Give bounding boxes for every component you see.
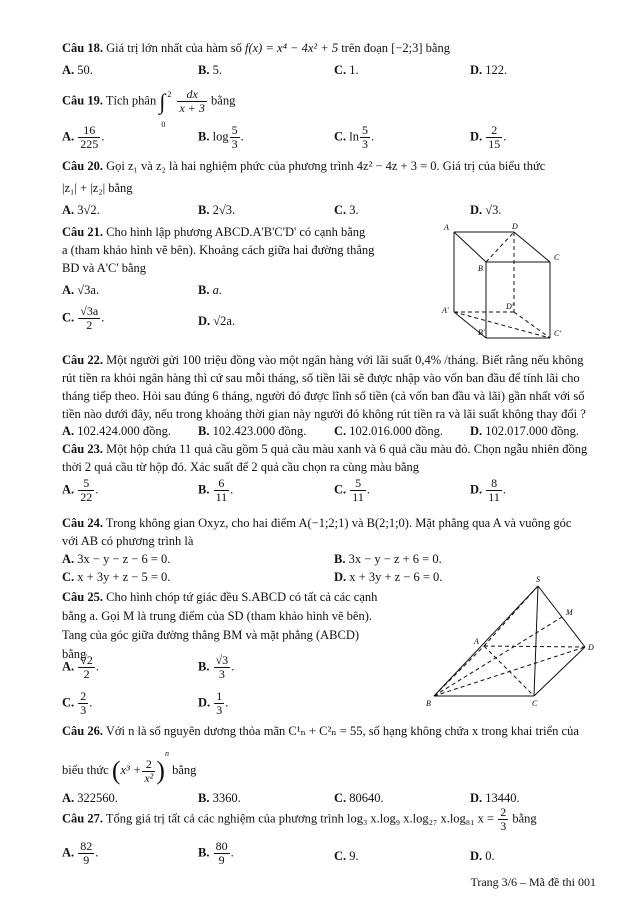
option-fraction: $\frac{5}{11}$ xyxy=(352,476,364,504)
q24-text-line2: với AB có phương trình là xyxy=(62,534,194,548)
option-fraction: $\frac{6}{11}$ xyxy=(215,476,228,504)
q25-option-a[interactable]: A. $\frac{√2}{2}$ . xyxy=(62,653,99,681)
pyramid-label-d: D xyxy=(588,643,594,652)
integral-lower: 0 xyxy=(161,119,166,129)
option-value: 1. xyxy=(349,63,359,77)
q22-option-c[interactable] xyxy=(334,423,443,439)
q27-option-c[interactable] xyxy=(334,848,359,864)
q27-number: Câu 27. xyxy=(62,811,103,826)
option-value: 9. xyxy=(349,849,359,863)
q24-number: Câu 24. xyxy=(62,516,103,530)
cube-label-a: A xyxy=(444,223,449,232)
q26-text-line1: Với n là số nguyên dương thỏa mãn C¹ₙ + C²ₙ = 55, số hạng không chứa x trong khai triển của xyxy=(105,724,579,738)
option-value: x + 3y + z − 6 = 0. xyxy=(349,570,443,584)
option-value: 322560. xyxy=(77,791,118,805)
q19-option-b[interactable]: B. log $\frac{5}{3}$ . xyxy=(198,123,244,151)
q27-stem xyxy=(62,806,537,838)
q21-number: Câu 21. xyxy=(62,225,103,239)
option-fraction: $\frac{16}{225}$ xyxy=(80,123,99,151)
option-value: 80640. xyxy=(349,791,384,805)
option-value: 102.017.000 đồng. xyxy=(485,424,580,438)
q26-option-b[interactable] xyxy=(198,790,241,806)
option-fraction: $\frac{√3}{3}$ xyxy=(215,653,229,681)
option-label: D. xyxy=(470,424,483,438)
option-label: A. xyxy=(62,482,75,497)
q22-option-b[interactable] xyxy=(198,423,306,439)
option-value: 3x − y − z + 6 = 0. xyxy=(348,552,442,566)
option-value: x + 3y + z − 5 = 0. xyxy=(77,570,171,584)
option-label: B. xyxy=(198,283,210,297)
q26-option-a[interactable] xyxy=(62,790,118,806)
option-value: 102.424.000 đồng. xyxy=(77,424,172,438)
q26-expr-end: bằng xyxy=(172,763,197,777)
q23-text-line2: thời 2 quả cầu từ hộp đó. Xác suất để 2 quả cầu chọn ra cùng màu bằng xyxy=(62,460,420,474)
option-label: B. xyxy=(198,63,210,77)
q25-option-d[interactable]: D. $\frac{1}{3}$ . xyxy=(198,689,229,717)
option-fraction: $\frac{1}{3}$ xyxy=(216,689,223,717)
option-label: D. xyxy=(198,695,211,710)
q20-option-a[interactable] xyxy=(62,202,100,218)
q26-number: Câu 26. xyxy=(62,724,103,738)
q25-text-line2: bằng a. Gọi M là trung điểm của SD (tham khảo hình vẽ bên). xyxy=(62,609,372,623)
option-label: D. xyxy=(198,314,211,328)
integral-upper: 2 xyxy=(167,89,172,99)
page-footer: Trang 3/6 – Mã đề thi 001 xyxy=(470,875,596,889)
option-value: 5. xyxy=(212,63,222,77)
cube-label-c: C xyxy=(554,253,560,262)
option-fraction: $\frac{2}{15}$ xyxy=(488,123,501,151)
option-value: 3360. xyxy=(212,791,241,805)
q21-option-c[interactable]: C. $\frac{√3a}{2}$ . xyxy=(62,304,105,332)
q19-stem: Câu 19. Tích phân ∫ 2 0 $\frac{dx}{x + 3}$ bằng xyxy=(62,88,235,118)
option-label: B. xyxy=(198,203,210,217)
q22-text-line3: tháng tiếp theo. Hỏi sau đúng 6 tháng, người đó được lĩnh số tiền (cả vốn ban đầu và lãi) gần nhất với số xyxy=(62,389,585,403)
q23-option-b[interactable]: B. $\frac{6}{11}$ . xyxy=(198,476,234,504)
option-label: C. xyxy=(334,129,347,144)
q25-text-line1: Cho hình chóp tứ giác đều S.ABCD có tất cả các cạnh xyxy=(106,590,378,604)
option-label: B. xyxy=(334,552,346,566)
q19-option-a[interactable]: A. $\frac{16}{225}$ . xyxy=(62,123,105,151)
q25-text-line3: Tang của góc giữa đường thẳng BM và mặt phẳng (ABCD) xyxy=(62,628,360,642)
q18-end: bằng xyxy=(425,41,450,55)
option-label: C. xyxy=(334,849,347,863)
option-value: 102.016.000 đồng. xyxy=(349,424,444,438)
q24-option-c[interactable] xyxy=(62,569,170,585)
option-fraction: $\frac{5}{22}$ xyxy=(80,476,93,504)
pyramid-label-c: C xyxy=(532,699,538,708)
option-fraction: $\frac{8}{11}$ xyxy=(488,476,500,504)
option-label: C. xyxy=(62,310,75,325)
option-label: D. xyxy=(470,849,483,863)
q21-option-b[interactable] xyxy=(198,282,222,298)
q23-option-c[interactable]: C. $\frac{5}{11}$ . xyxy=(334,476,370,504)
option-prefix: ln xyxy=(349,129,360,144)
pyramid-label-a: A xyxy=(474,637,479,646)
option-value: 102.423.000 đồng. xyxy=(212,424,307,438)
option-value: 13440. xyxy=(485,791,520,805)
q22-text-line2: rút tiền ra khỏi ngân hàng thì cứ sau mỗi tháng, số tiền lãi sẽ được nhập vào vốn ban đầu để tính lãi cho xyxy=(62,371,580,385)
q25-text-line4: bằng xyxy=(62,647,87,661)
q23-stem xyxy=(62,441,587,457)
q19-option-c[interactable]: C. ln $\frac{5}{3}$ . xyxy=(334,123,375,151)
option-label: B. xyxy=(198,482,210,497)
q23-number: Câu 23. xyxy=(62,442,103,456)
cube-label-d: D xyxy=(512,222,518,231)
q18-on: trên đoạn xyxy=(341,41,389,55)
q18-number: Câu 18. xyxy=(62,41,103,55)
option-value: a. xyxy=(212,283,222,297)
q21-stem xyxy=(62,224,365,240)
q24-option-a[interactable] xyxy=(62,551,170,567)
q18-option-d[interactable] xyxy=(470,62,507,78)
q22-number: Câu 22. xyxy=(62,353,103,367)
q20-number: Câu 20. xyxy=(62,159,103,173)
q19-option-d[interactable]: D. $\frac{2}{15}$ . xyxy=(470,123,507,151)
q24-stem xyxy=(62,515,571,531)
option-label: C. xyxy=(334,791,347,805)
option-value: 3√2. xyxy=(77,203,100,217)
q18-stem xyxy=(62,40,450,56)
cube-label-b2: B' xyxy=(478,328,485,337)
option-label: D. xyxy=(470,791,483,805)
pyramid-label-b: B xyxy=(426,699,431,708)
q19-text: Tích phân xyxy=(105,93,157,108)
option-value: √2a. xyxy=(213,314,236,328)
option-fraction: $\frac{80}{9}$ xyxy=(215,839,228,867)
option-prefix: log xyxy=(212,129,229,144)
q21-text-line3: BD và A'C' bằng xyxy=(62,261,147,275)
q18-interval: [−2;3] xyxy=(391,41,423,55)
q25-number: Câu 25. xyxy=(62,590,103,604)
cube-label-d2: D' xyxy=(506,302,514,311)
q22-option-a[interactable] xyxy=(62,423,171,439)
q26-expr-exponent: n xyxy=(164,749,169,758)
option-fraction: $\frac{82}{9}$ xyxy=(80,839,93,867)
pyramid-label-m: M xyxy=(566,608,573,617)
option-label: A. xyxy=(62,552,75,566)
q22-text-line1: Một người gửi 100 triệu đồng vào một ngân hàng với lãi suất 0,4% /tháng. Biết rằng nếu không xyxy=(106,353,584,367)
q22-text-line4: tiền nào dưới đây, nếu trong khoảng thời gian này người đó không rút tiền ra và lãi suất không thay đổi ? xyxy=(62,407,586,421)
q20-option-d[interactable] xyxy=(470,202,502,218)
option-value: 122. xyxy=(485,63,508,77)
q26-expr-fraction: $\frac{2}{\text{x²}}$ xyxy=(144,756,154,785)
q27-end: bằng xyxy=(512,811,537,826)
option-label: A. xyxy=(62,63,75,77)
q26-expr-prefix: biểu thức xyxy=(62,763,109,777)
q22-option-d[interactable] xyxy=(470,423,579,439)
pyramid-label-s: S xyxy=(536,575,540,584)
q25-option-b[interactable]: B. $\frac{√3}{3}$ . xyxy=(198,653,235,681)
q23-option-d[interactable]: D. $\frac{8}{11}$ . xyxy=(470,476,506,504)
option-label: A. xyxy=(62,659,75,674)
q21-text-line1: Cho hình lập phương ABCD.A'B'C'D' có cạnh bằng xyxy=(106,225,366,239)
option-label: D. xyxy=(334,570,347,584)
q26-option-c[interactable] xyxy=(334,790,384,806)
q23-option-a[interactable]: A. $\frac{5}{22}$ . xyxy=(62,476,99,504)
q18-option-b[interactable] xyxy=(198,62,222,78)
option-label: D. xyxy=(470,482,483,497)
q27-fraction: $\frac{2}{3}$ xyxy=(500,805,507,833)
q24-text-line1: Trong không gian Oxyz, cho hai điểm A(−1;2;1) và B(2;1;0). Mặt phẳng qua A và vuông góc xyxy=(105,516,572,530)
q20-stem xyxy=(62,158,545,174)
option-label: A. xyxy=(62,283,75,297)
q27-option-d[interactable] xyxy=(470,848,495,864)
q22-stem xyxy=(62,352,584,368)
cube-label-c2: C' xyxy=(554,329,562,338)
q27-option-b[interactable]: B. $\frac{80}{9}$ . xyxy=(198,839,234,867)
q18-option-c[interactable] xyxy=(334,62,359,78)
q21-option-a[interactable] xyxy=(62,282,99,298)
cube-figure xyxy=(440,220,580,345)
option-label: B. xyxy=(198,659,210,674)
option-label: B. xyxy=(198,791,210,805)
option-label: C. xyxy=(334,424,347,438)
option-label: A. xyxy=(62,424,75,438)
option-value: √3. xyxy=(485,203,502,217)
q20-option-c[interactable] xyxy=(334,202,359,218)
option-value: 3x − y − z − 6 = 0. xyxy=(77,552,171,566)
option-value: √3a. xyxy=(77,283,100,297)
q21-text-line2: a (tham khảo hình vẽ bên). Khoảng cách giữa hai đường thẳng xyxy=(62,243,375,257)
option-label: B. xyxy=(198,129,210,144)
q20-text: Gọi z₁ và z₂ là hai nghiệm phức của phương trình 4z² − 4z + 3 = 0. Giá trị của biểu thức xyxy=(106,159,546,173)
q19-end: bằng xyxy=(211,93,236,108)
option-fraction: $\frac{5}{3}$ xyxy=(231,123,238,151)
option-label: C. xyxy=(334,63,347,77)
pyramid-figure xyxy=(420,572,600,712)
cube-label-a2: A' xyxy=(442,306,449,315)
option-label: A. xyxy=(62,129,75,144)
option-label: C. xyxy=(62,570,75,584)
option-fraction: $\frac{√3a}{2}$ xyxy=(80,304,99,332)
q23-text-line1: Một hộp chứa 11 quả cầu gồm 5 quả cầu màu xanh và 6 quả cầu màu đỏ. Chọn ngẫu nhiên đồng xyxy=(106,442,588,456)
option-label: C. xyxy=(334,203,347,217)
cube-label-b: B xyxy=(478,264,483,273)
q18-function: f(x) = x⁴ − 4x² + 5 xyxy=(244,41,339,55)
q25-stem xyxy=(62,589,377,605)
option-label: C. xyxy=(62,695,75,710)
q26-expression: biểu thức (x³ + $\frac{2}{\text{x²}}$ )$^n$ bằng xyxy=(62,749,197,786)
option-value: 2√3. xyxy=(212,203,236,217)
option-label: C. xyxy=(334,482,347,497)
option-value: 3. xyxy=(349,203,359,217)
option-label: A. xyxy=(62,845,75,860)
q24-option-b[interactable] xyxy=(334,551,442,567)
option-label: D. xyxy=(470,129,483,144)
q20-text-line2: |z₁| + |z₂| bằng xyxy=(62,181,133,195)
option-value: 0. xyxy=(485,849,495,863)
option-label: B. xyxy=(198,845,210,860)
q26-stem xyxy=(62,723,579,739)
q19-number: Câu 19. xyxy=(62,93,103,108)
q20-option-b[interactable] xyxy=(198,202,235,218)
option-label: A. xyxy=(62,203,75,217)
option-label: B. xyxy=(198,424,210,438)
q21-option-d[interactable] xyxy=(198,313,235,329)
q18-text: Giá trị lớn nhất của hàm số xyxy=(106,41,242,55)
q18-option-a[interactable] xyxy=(62,62,93,78)
option-value: 50. xyxy=(77,63,93,77)
option-fraction: $\frac{√2}{2}$ xyxy=(80,653,93,681)
q25-option-c[interactable]: C. $\frac{2}{3}$ . xyxy=(62,689,93,717)
option-label: A. xyxy=(62,791,75,805)
option-label: D. xyxy=(470,63,483,77)
option-fraction: $\frac{5}{3}$ xyxy=(362,123,369,151)
q26-option-d[interactable] xyxy=(470,790,520,806)
q27-option-a[interactable]: A. $\frac{82}{9}$ . xyxy=(62,839,99,867)
option-label: D. xyxy=(470,203,483,217)
option-fraction: $\frac{2}{3}$ xyxy=(80,689,87,717)
q19-integrand: $\frac{dx}{x + 3}$ xyxy=(179,87,205,115)
q27-text-line1: Tổng giá trị tất cả các nghiệm của phương trình log₃ x.log₉ x.log₂₇ x.log₈₁ x = xyxy=(105,811,495,826)
q26-expr-base: x³ + xyxy=(120,763,142,777)
